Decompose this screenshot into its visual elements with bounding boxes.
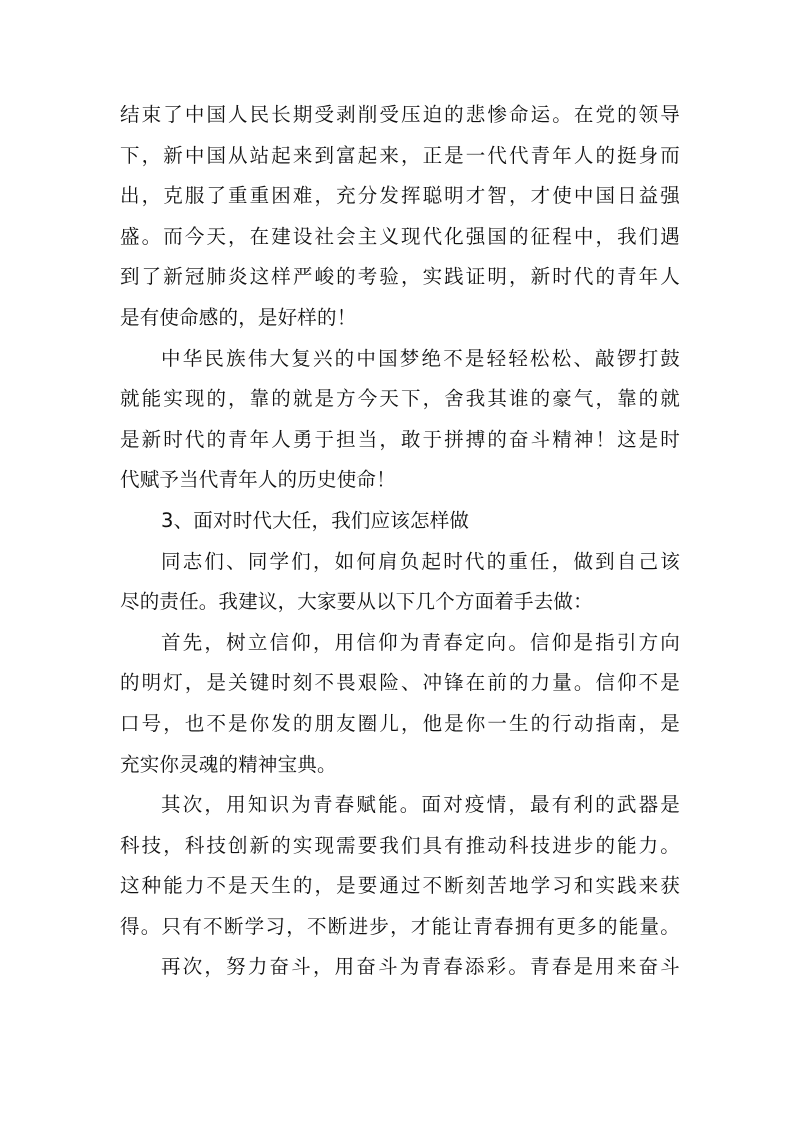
text-line: 再次，努力奋斗，用奋斗为青春添彩。青春是用来奋斗 xyxy=(161,955,680,979)
text-line: 尽的责任。我建议，大家要从以下几个方面着手去做： xyxy=(120,590,593,614)
text-line: 3、面对时代大任，我们应该怎样做 xyxy=(161,508,470,532)
text-line: 这种能力不是天生的，是要通过不断刻苦地学习和实践来获 xyxy=(120,874,680,898)
text-line: 充实你灵魂的精神宝典。 xyxy=(120,752,337,776)
text-line: 就能实现的，靠的就是方今天下，舍我其谁的豪气，靠的就 xyxy=(120,387,680,411)
text-line: 出，克服了重重困难，充分发挥聪明才智，才使中国日益强 xyxy=(120,184,680,208)
text-line: 代赋予当代青年人的历史使命！ xyxy=(120,468,396,492)
text-line: 盛。而今天，在建设社会主义现代化强国的征程中，我们遇 xyxy=(120,224,680,248)
text-line: 其次，用知识为青春赋能。面对疫情，最有利的武器是 xyxy=(161,793,680,817)
text-line: 同志们、同学们，如何肩负起时代的重任，做到自己该 xyxy=(161,549,680,573)
text-line: 中华民族伟大复兴的中国梦绝不是轻轻松松、敲锣打鼓 xyxy=(161,346,680,370)
text-line: 科技，科技创新的实现需要我们具有推动科技进步的能力。 xyxy=(120,833,680,857)
text-line: 结束了中国人民长期受剥削受压迫的悲惨命运。在党的领导 xyxy=(120,103,680,126)
text-line: 下，新中国从站起来到富起来，正是一代代青年人的挺身而 xyxy=(120,143,680,167)
text-line: 得。只有不断学习，不断进步，才能让青春拥有更多的能量。 xyxy=(120,914,680,938)
text-line: 首先，树立信仰，用信仰为青春定向。信仰是指引方向 xyxy=(161,630,680,654)
document-body xyxy=(120,95,680,988)
text-line: 口号，也不是你发的朋友圈儿，他是你一生的行动指南，是 xyxy=(120,711,680,735)
text-line: 的明灯，是关键时刻不畏艰险、冲锋在前的力量。信仰不是 xyxy=(120,671,680,695)
text-line: 到了新冠肺炎这样严峻的考验，实践证明，新时代的青年人 xyxy=(120,265,680,289)
text-line: 是有使命感的，是好样的！ xyxy=(120,305,357,329)
text-line: 是新时代的青年人勇于担当，敢于拼搏的奋斗精神！这是时 xyxy=(120,427,680,451)
